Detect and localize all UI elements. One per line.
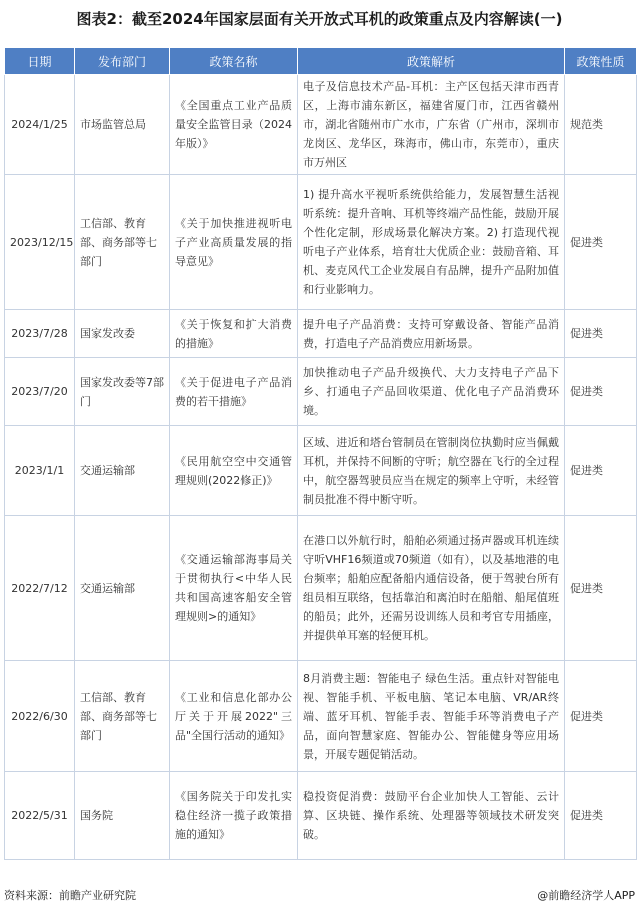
cell-dept: 工信部、教育部、商务部等七部门: [75, 661, 170, 772]
footer: [4, 886, 635, 906]
cell-dept: 国家发改委等7部门: [75, 358, 170, 426]
cell-nature: 促进类: [565, 426, 637, 516]
cell-policy-name: 《交通运输部海事局关于贯彻执行<中华人民共和国高速客船安全管理规则>的通知》: [170, 516, 298, 661]
cell-date: 2023/12/15: [5, 175, 75, 310]
table-row: [5, 661, 637, 772]
brand-credit: @前瞻经济学人APP: [537, 889, 635, 902]
table-row: [5, 516, 637, 661]
cell-dept: 工信部、教育部、商务部等七部门: [75, 175, 170, 310]
cell-date: 2023/7/28: [5, 310, 75, 358]
cell-analysis: 在港口以外航行时，船舶必须通过扬声器或耳机连续守听VHF16频道或70频道（如有），以及基地港的电台频率；船舶应配备船内通信设备，便于驾驶台所有组员相互联络，包括靠泊和离泊时在船艏、船尾值班的船员；此外，还需另设训练人员和考官专用插座，并提供单耳塞的轻便耳机。: [298, 516, 565, 661]
table-row: [5, 310, 637, 358]
cell-nature: 规范类: [565, 75, 637, 175]
cell-date: 2022/6/30: [5, 661, 75, 772]
cell-policy-name: 《工业和信息化部办公厅关于开展2022"三品"全国行活动的通知》: [170, 661, 298, 772]
cell-analysis: 加快推动电子产品升级换代、大力支持电子产品下乡、打通电子产品回收渠道、优化电子产品消费环境。: [298, 358, 565, 426]
cell-policy-name: 《民用航空空中交通管理规则(2022修正)》: [170, 426, 298, 516]
cell-policy-name: 《国务院关于印发扎实稳住经济一揽子政策措施的通知》: [170, 772, 298, 860]
cell-nature: 促进类: [565, 175, 637, 310]
cell-analysis: 8月消费主题：智能电子 绿色生活。重点针对智能电视、智能手机、平板电脑、笔记本电脑、VR/AR终端、蓝牙耳机、智能手表、智能手环等消费电子产品，面向智慧家庭、智能办公、智能健身等应用场景，开展专题促销活动。: [298, 661, 565, 772]
cell-policy-name: 《全国重点工业产品质量安全监管目录（2024年版）》: [170, 75, 298, 175]
table-header-row: [5, 48, 637, 75]
table-row: [5, 75, 637, 175]
cell-nature: 促进类: [565, 358, 637, 426]
cell-policy-name: 《关于促进电子产品消费的若干措施》: [170, 358, 298, 426]
cell-date: 2023/7/20: [5, 358, 75, 426]
cell-analysis: 区域、进近和塔台管制员在管制岗位执勤时应当佩戴耳机，并保持不间断的守听；航空器在飞行的全过程中，航空器驾驶员应当在规定的频率上守听，未经管制员批准不得中断守听。: [298, 426, 565, 516]
cell-date: 2023/1/1: [5, 426, 75, 516]
cell-date: 2024/1/25: [5, 75, 75, 175]
cell-nature: 促进类: [565, 310, 637, 358]
header-policy-name: 政策名称: [170, 48, 298, 75]
source-note: 资料来源：前瞻产业研究院: [4, 889, 136, 902]
cell-nature: 促进类: [565, 516, 637, 661]
cell-analysis: 提升电子产品消费：支持可穿戴设备、智能产品消费，打造电子产品消费应用新场景。: [298, 310, 565, 358]
header-nature: 政策性质: [565, 48, 637, 75]
header-dept: 发布部门: [75, 48, 170, 75]
cell-analysis: 1) 提升高水平视听系统供给能力，发展智慧生活视听系统：提升音响、耳机等终端产品性能，鼓励开展个性化定制，形成场景化解决方案。2) 打造现代视听电子产业体系，培育壮大优质企业：鼓励音箱、耳机、麦克风代工企业发展自有品牌，提升产品附加值和行业影响力。: [298, 175, 565, 310]
cell-date: 2022/7/12: [5, 516, 75, 661]
cell-policy-name: 《关于恢复和扩大消费的措施》: [170, 310, 298, 358]
cell-dept: 市场监管总局: [75, 75, 170, 175]
cell-analysis: 电子及信息技术产品-耳机：主产区包括天津市西青区，上海市浦东新区，福建省厦门市，江西省赣州市，湖北省随州市广水市，广东省（广州市，深圳市龙岗区、龙华区，珠海市，佛山市，东莞市），重庆市万州区: [298, 75, 565, 175]
cell-nature: 促进类: [565, 661, 637, 772]
header-date: 日期: [5, 48, 75, 75]
page-title: 图表2：截至2024年国家层面有关开放式耳机的政策重点及内容解读(一): [76, 10, 563, 28]
cell-dept: 国务院: [75, 772, 170, 860]
table-row: [5, 772, 637, 860]
cell-nature: 促进类: [565, 772, 637, 860]
cell-analysis: 稳投资促消费：鼓励平台企业加快人工智能、云计算、区块链、操作系统、处理器等领域技术研发突破。: [298, 772, 565, 860]
header-analysis: 政策解析: [298, 48, 565, 75]
table-row: [5, 175, 637, 310]
cell-dept: 交通运输部: [75, 426, 170, 516]
policy-table: [4, 47, 637, 860]
cell-date: 2022/5/31: [5, 772, 75, 860]
cell-dept: 国家发改委: [75, 310, 170, 358]
cell-policy-name: 《关于加快推进视听电子产业高质量发展的指导意见》: [170, 175, 298, 310]
cell-dept: 交通运输部: [75, 516, 170, 661]
table-row: [5, 426, 637, 516]
table-row: [5, 358, 637, 426]
